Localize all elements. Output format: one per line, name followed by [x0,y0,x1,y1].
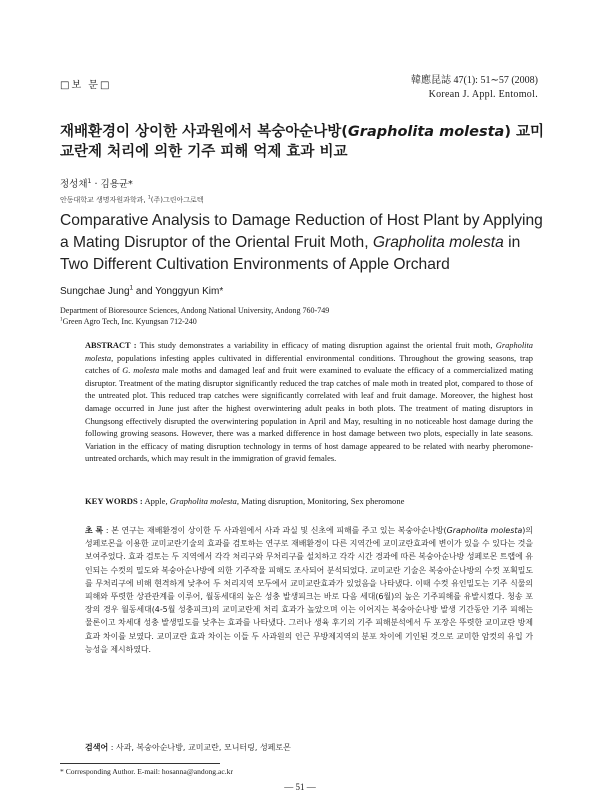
author-separator: · [91,179,101,190]
korean-keywords-label: 검색어 [85,743,109,752]
author-name: 김용균 [100,179,129,190]
affiliation-text: 안동대학교 생명자원과학과, [60,196,148,204]
affiliation-line: Department of Bioresource Sciences, Andong National University, Andong 760-749 [60,306,330,315]
abstract-text: , populations infesting apples cultivated in differential environmental conditions. Throughout the growing seasons, trap catches of [85,353,533,376]
korean-keywords-text: : 사과, 복숭아순나방, 교미교란, 모니터링, 성페로몬 [108,743,291,752]
english-keywords [85,496,533,506]
author-name: Yonggyun Kim [155,286,220,297]
affiliation-text: Green Agro Tech, Inc. Kyungsan 712-240 [62,317,197,326]
korean-title-species: Grapholita molesta [347,124,505,140]
korean-title-text-end: ) 교미교란제 처리에 의한 기주 피해 억제 효과 비교 [60,124,545,160]
korean-abstract-text: : 본 연구는 재배환경이 상이한 두 사과원에서 사과 과실 및 신초에 피해를 주고 있는 복숭아순나방( [103,526,447,535]
journal-citation-korean: 韓應昆誌 47(1): 51∼57 (2008) [411,75,538,86]
english-authors [60,286,223,297]
species-name: Grapholita molesta [169,496,237,506]
footnote-divider [60,763,220,764]
korean-abstract-label: 초 록 [85,526,104,535]
english-abstract [85,340,533,466]
article-type-label: □보 문□ [60,80,112,91]
corresponding-author-footnote: * Corresponding Author. E-mail: hosanna@andong.ac.kr [60,767,233,776]
corresponding-marker: * [128,179,133,190]
species-name: Grapholita molesta [85,341,533,363]
korean-title [60,122,550,162]
english-title-species: Grapholita molesta [372,234,504,251]
keywords-text: , Mating disruption, Monitoring, Sex pheromone [236,496,405,506]
species-name: G. molesta [122,366,160,376]
affiliation-marker: 1 [147,195,151,201]
journal-name-english: Korean J. Appl. Entomol. [428,89,538,100]
author-separator: and [133,286,156,297]
species-name: Grapholita molesta [446,526,523,535]
english-title-text-end: in Two Different Cultivation Environments of Apple Orchard [60,234,521,273]
korean-abstract [85,524,533,656]
abstract-label: ABSTRACT : [85,341,137,350]
affiliation-marker: 1 [60,316,63,323]
keywords-text: Apple, [142,496,170,506]
affiliation-line [60,316,329,327]
korean-keywords [85,742,533,753]
korean-title-text: 재배환경이 상이한 사과원에서 복숭아순나방( [60,124,348,140]
corresponding-marker: * [219,286,224,297]
author-name: 정성채 [60,179,88,190]
korean-authors [60,176,133,190]
journal-reference [411,74,538,102]
page-number: — 51 — [284,782,316,792]
author-name: Sungchae Jung [60,286,130,297]
english-title-text: Comparative Analysis to Damage Reduction of Host Plant by Applying a Mating Disruptor of the Oriental Fruit Moth, [60,212,543,251]
abstract-text: This study demonstrates a variability in efficacy of mating disruption against the oriental fruit moth, [136,341,496,350]
english-affiliation [60,305,329,327]
english-title [60,210,550,276]
affiliation-text: (주)그린아그로텍 [150,196,204,204]
keywords-label: KEY WORDS : [85,496,143,506]
korean-affiliation [60,195,204,205]
abstract-text: male moths and damaged leaf and fruit were examined to evaluate the efficacy of a commercialized mating disruptor. Treatment of the mating disruptor significantly reduced the trap catches of male moth in treated plot, compared to those of the untreated plot. This reduced trap catches were significantly correlated with leaf and fruit damage. Moreover, the highest host damage occurred in June just after the highest overwintering adult peaks in both plots. The treatment of mating disruptors in Chungsong effectively disrupted the overwintering population in April and May, resulting in no noticeable host damage during the following growing seasons. However, there was a marked difference in host damage between two plots, especially in late seasons. Variation in the efficacy of mating disruption technology in terms of host damage appeared to be related with nearby pheromone-untreated orchards, which may result in the immigration of gravid females. [85,366,534,464]
affiliation-marker: 1 [129,284,134,292]
affiliation-marker: 1 [87,177,92,185]
korean-abstract-text: )의 성페로몬을 이용한 교미교란기술의 효과를 검토하는 연구로 재배환경이 다른 지역간에 교미교란효과에 변이가 있을 수 있다는 것을 보여주었다. 효과 검토는 두 지역에서 각각 처리구와 무처리구를 설치하고 각각 시간 경과에 따른 복숭아순나방 성페로몬 트랩에 유인되는 수컷의 밀도와 복숭아순나방에 의한 기주작물 피해도 조사되어 분석되었다. 교미교란 기술은 복숭아순나방의 수컷 포획밀도를 무처리구에 비해 현격하게 낮추어 두 처리지역 모두에서 교미교란효과가 있었음을 나타냈다. 이때 수컷 유인밀도는 기주 식물의 피해와 뚜렷한 상관관계를 이루어, 월동세대의 높은 성충 발생피크는 바로 다음 세대(6월)의 높은 기주피해를 유발시켰다. 청송 포장의 경우 월동세대(4-5월 성충피크)의 교미교란제 처리 효과가 높았으며 이는 이어지는 복숭아순나방 발생 기간동안 기주 피해는 물론이고 차세대 성충 발생밀도를 낮추는 효과를 나타냈다. 그러나 생육 후기의 기주 피해분석에서 두 포장은 뚜렷한 교미교란 방제 효과 차이를 보였다. 교미교란 효과 차이는 이들 두 사과원의 인근 무방제지역의 분포 차이에 기인된 것으로 교미한 암컷의 유입 가능성을 제시하였다. [85,526,533,654]
